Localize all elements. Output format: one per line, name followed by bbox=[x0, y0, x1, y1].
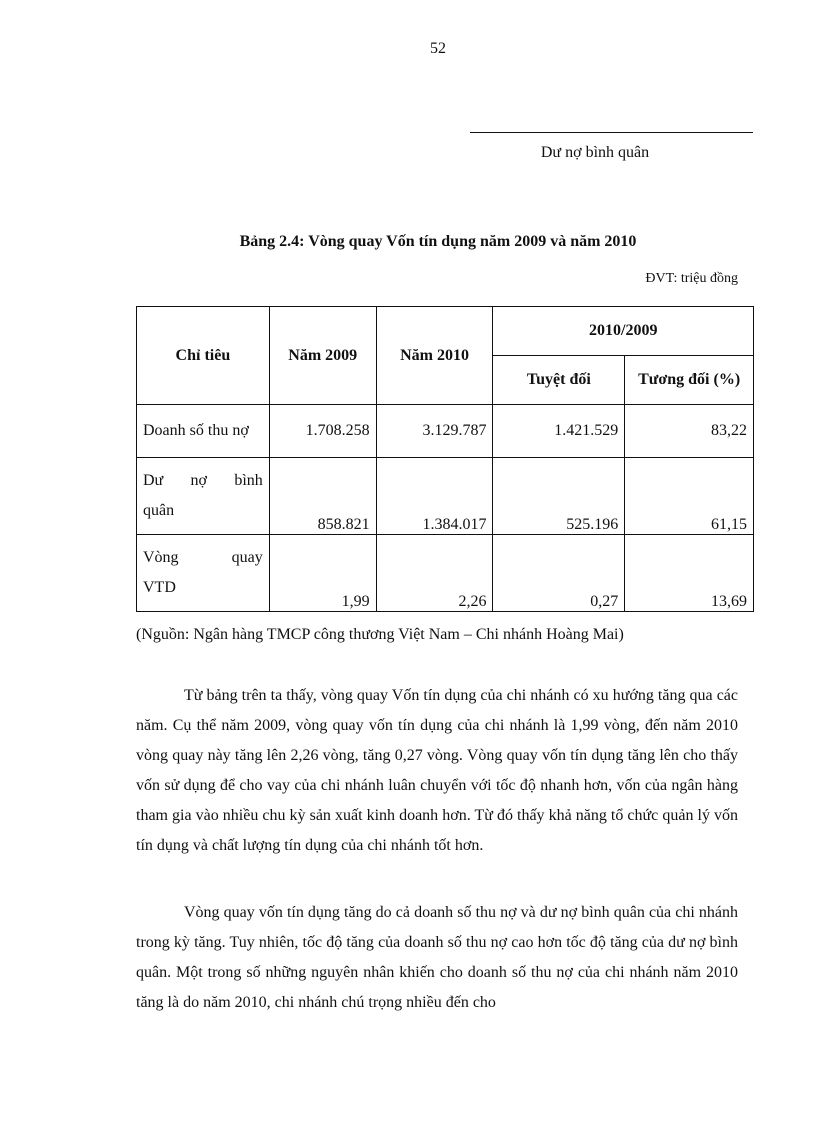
cell-2009: 1.708.258 bbox=[269, 405, 376, 458]
row-label bbox=[137, 535, 270, 612]
table-row bbox=[137, 535, 754, 612]
fraction-line bbox=[470, 132, 753, 133]
table-row bbox=[137, 458, 754, 535]
table-row bbox=[137, 405, 754, 458]
header-comparison: 2010/2009 bbox=[493, 307, 754, 356]
header-year-2009: Năm 2009 bbox=[269, 307, 376, 405]
page-number: 52 bbox=[430, 40, 446, 57]
data-table bbox=[136, 306, 754, 612]
cell-2010: 1.384.017 bbox=[376, 458, 493, 535]
cell-relative: 13,69 bbox=[625, 535, 754, 612]
row-label-line2: quân bbox=[143, 502, 175, 519]
table-source: (Nguồn: Ngân hàng TMCP công thương Việt Nam – Chi nhánh Hoàng Mai) bbox=[136, 626, 624, 643]
cell-2010: 3.129.787 bbox=[376, 405, 493, 458]
cell-2009: 858.821 bbox=[269, 458, 376, 535]
cell-2009: 1,99 bbox=[269, 535, 376, 612]
row-label-text: Doanh số thu nợ bbox=[143, 422, 249, 439]
row-label-word: Vòng bbox=[143, 549, 179, 566]
cell-absolute: 525.196 bbox=[493, 458, 625, 535]
cell-relative: 83,22 bbox=[625, 405, 754, 458]
cell-absolute: 1.421.529 bbox=[493, 405, 625, 458]
header-indicator: Chỉ tiêu bbox=[137, 307, 270, 405]
header-relative: Tương đối (%) bbox=[625, 356, 754, 405]
row-label-word: bình bbox=[234, 472, 263, 489]
cell-relative: 61,15 bbox=[625, 458, 754, 535]
table-header-row bbox=[137, 307, 754, 356]
row-label bbox=[137, 405, 270, 458]
body-paragraph: Từ bảng trên ta thấy, vòng quay Vốn tín dụng của chi nhánh có xu hướng tăng qua các năm. Cụ thể năm 2009, vòng quay vốn tín dụng của chi nhánh là 1,99 vòng, đến năm 2010 vòng quay này tăng lên 2,26 vòng, tăng 0,27 vòng. Vòng quay vốn tín dụng tăng lên cho thấy vốn sử dụng để cho vay của chi nhánh luân chuyển với tốc độ nhanh hơn, vốn của ngân hàng tham gia vào nhiều chu kỳ sản xuất kinh doanh hơn. Từ đó thấy khả năng tổ chức quản lý vốn tín dụng và chất lượng tín dụng của chi nhánh tốt hơn. bbox=[136, 687, 738, 854]
body-paragraph: Vòng quay vốn tín dụng tăng do cả doanh số thu nợ và dư nợ bình quân của chi nhánh trong kỳ tăng. Tuy nhiên, tốc độ tăng của doanh số thu nợ cao hơn tốc độ tăng của dư nợ bình quân. Một trong số những nguyên nhân khiến cho doanh số thu nợ của chi nhánh năm 2010 tăng là do năm 2010, chi nhánh chú trọng nhiều đến cho bbox=[136, 904, 738, 1011]
row-label-word: quay bbox=[231, 549, 263, 566]
cell-absolute: 0,27 bbox=[493, 535, 625, 612]
formula-denominator: Dư nợ bình quân bbox=[540, 144, 650, 161]
header-year-2010: Năm 2010 bbox=[376, 307, 493, 405]
unit-note: ĐVT: triệu đồng bbox=[645, 271, 738, 286]
cell-2010: 2,26 bbox=[376, 535, 493, 612]
header-absolute: Tuyệt đối bbox=[493, 356, 625, 405]
row-label-word: nợ bbox=[190, 472, 208, 489]
row-label bbox=[137, 458, 270, 535]
row-label-line2: VTD bbox=[143, 579, 176, 596]
row-label-word: Dư bbox=[143, 472, 164, 489]
table-title: Bảng 2.4: Vòng quay Vốn tín dụng năm 2009 và năm 2010 bbox=[239, 233, 637, 250]
